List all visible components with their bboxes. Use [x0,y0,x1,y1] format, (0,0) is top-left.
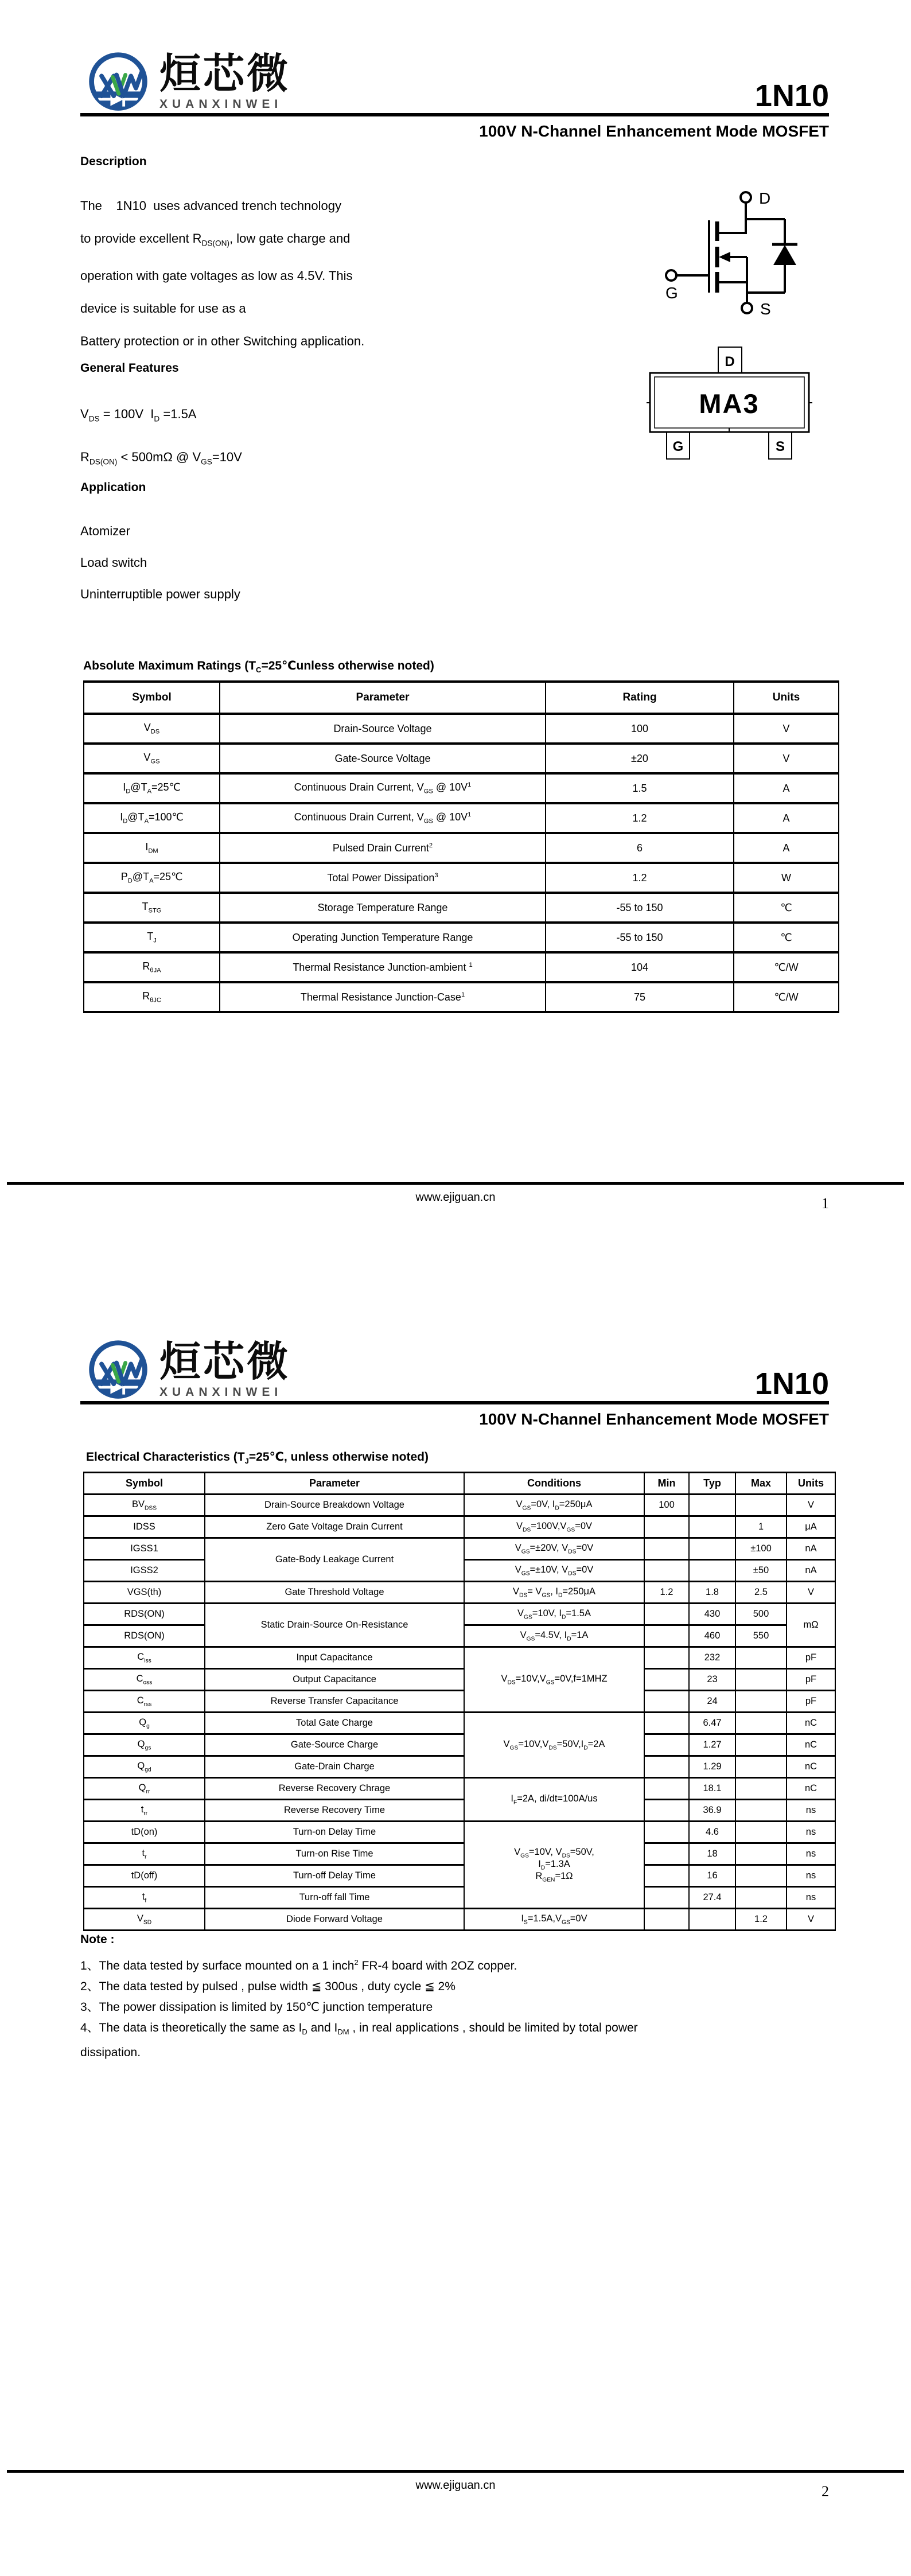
logo-icon [85,1337,151,1404]
gate-terminal-icon [666,270,676,281]
table-cell [644,1691,689,1713]
table-cell: $R_{\theta JA}$ [84,952,220,982]
table-cell: Total Power Dissipation$^3$ [220,863,546,893]
table-cell: Operating Junction Temperature Range [220,923,546,952]
table-cell: nC [787,1756,835,1778]
table-cell [644,1516,689,1538]
table-cell: Gate-Source Voltage [220,744,546,773]
source-label: S [760,300,771,318]
table-cell [644,1669,689,1691]
table-row [84,1713,835,1734]
table-cell: 6 [546,833,734,863]
table-cell: Diode Forward Voltage [205,1909,464,1931]
table-cell: ℃ [734,923,839,952]
table-cell: Turn-on Rise Time [205,1843,464,1865]
table-cell: Gate-Body Leakage Current [205,1538,464,1582]
table-cell: ±20 [546,744,734,773]
table-cell: $C_{rss}$ [84,1691,205,1713]
header-divider [80,1401,829,1404]
table-cell: VGS(th) [84,1582,205,1604]
table-cell: tD(off) [84,1865,205,1887]
table-cell: $I_D@T_A=25℃$ [84,773,220,803]
column-header: Max [735,1473,787,1495]
table-cell [735,1843,787,1865]
table-cell: $Q_{rr}$ [84,1778,205,1800]
table-cell: Continuous Drain Current, $V_{GS}$ @ $10V^1$ [220,803,546,833]
part-number-title: 1N10 [754,79,829,113]
table-cell: Gate Threshold Voltage [205,1582,464,1604]
table-cell: 18 [689,1843,735,1865]
application-item: Load switch [80,555,147,570]
table-cell: nA [787,1538,835,1560]
application-item: Uninterruptible power supply [80,587,240,601]
table-cell: 1.2 [546,863,734,893]
gate-label: G [665,284,678,302]
abs-max-ratings-title: Absolute Maximum Ratings ($T_C=25℃unless$ otherwise noted) [83,659,434,675]
column-header: Units [787,1473,835,1495]
description-line: operation with gate voltages as low as 4.5V. This [80,269,353,283]
column-header: Symbol [84,1473,205,1495]
table-row [84,1843,835,1865]
table-cell [644,1625,689,1647]
table-cell [644,1604,689,1625]
table-cell: ns [787,1843,835,1865]
table-cell: W [734,863,839,893]
table-cell: RDS(ON) [84,1604,205,1625]
note-heading: Note : [80,1933,115,1946]
table-cell: $V_{GS}=10V,V_{DS}=50V,I_D=2A$ [464,1713,644,1778]
table-cell: nC [787,1734,835,1756]
table-cell: 1.2 [735,1909,787,1931]
note-line: 1、The data tested by surface mounted on a 1 inch$^2$ FR-4 board with 2OZ copper. [80,1958,517,1972]
table-cell [689,1538,735,1560]
table-cell [735,1822,787,1843]
table-row [84,833,839,863]
table-cell: 23 [689,1669,735,1691]
column-header: Units [734,682,839,714]
table-row [84,1604,835,1625]
page-number: 2 [822,2483,829,2500]
features-list [80,395,242,481]
table-cell: 1.2 [546,803,734,833]
package-gate-pin-label: G [672,439,684,454]
table-row [84,1647,835,1669]
table-cell: V [787,1909,835,1931]
table-cell: $I_{DM}$ [84,833,220,863]
table-row [84,1756,835,1778]
table-cell: V [734,744,839,773]
logo-icon [85,49,151,116]
table-row [84,982,839,1012]
description-line: The 1N10 uses advanced trench technology [80,199,341,213]
table-cell: Turn-off Delay Time [205,1865,464,1887]
footer-website: www.ejiguan.cn [415,1191,496,1204]
table-cell: $V_{GS}=\pm 10V$, $V_{DS}=0V$ [464,1560,644,1582]
table-cell: 500 [735,1604,787,1625]
table-cell: Drain-Source Voltage [220,714,546,744]
table-cell: $V_{GS}=\pm 20V$, $V_{DS}=0V$ [464,1538,644,1560]
table-cell [644,1713,689,1734]
table-cell: nC [787,1778,835,1800]
table-cell: 460 [689,1625,735,1647]
table-cell: 6.47 [689,1713,735,1734]
table-cell: Total Gate Charge [205,1713,464,1734]
table-row [84,1778,835,1800]
table-cell: $t_r$ [84,1843,205,1865]
table-cell [689,1516,735,1538]
table-cell: $T_{STG}$ [84,893,220,923]
part-number-title: 1N10 [754,1367,829,1401]
table-cell: $V_{DS}$ [84,714,220,744]
table-row [84,923,839,952]
logo-text [159,1337,290,1399]
notes-list [80,1952,843,2063]
document-subtitle: 100V N-Channel Enhancement Mode MOSFET [479,122,829,140]
table-cell [735,1800,787,1822]
package-diagram [641,343,819,465]
table-cell: $V_{GS}=0V$, $I_D=250\mu A$ [464,1495,644,1516]
table-cell: $V_{DS}=100V,V_{GS}=0V$ [464,1516,644,1538]
table-cell: V [787,1495,835,1516]
table-cell: $T_J$ [84,923,220,952]
table-cell: Reverse Transfer Capacitance [205,1691,464,1713]
table-cell: $P_D@T_A=25℃$ [84,863,220,893]
table-cell: Input Capacitance [205,1647,464,1669]
logo-text [159,49,290,111]
mosfet-symbol-diagram [654,185,826,328]
feature-line: $V_{DS} = 100V$ $I_D =1.5A$ [80,407,197,423]
page-2 [0,1288,911,2576]
table-cell: nC [787,1713,835,1734]
application-item: Atomizer [80,524,130,538]
table-cell: 18.1 [689,1778,735,1800]
table-cell: Turn-on Delay Time [205,1822,464,1843]
package-drain-pin-label: D [725,354,735,369]
company-logo [85,1337,290,1404]
column-header: Rating [546,682,734,714]
table-cell: $t_f$ [84,1887,205,1909]
table-cell [644,1538,689,1560]
table-cell: 232 [689,1647,735,1669]
table-cell: $BV_{DSS}$ [84,1495,205,1516]
note-line: 2、The data tested by pulsed , pulse width ≦ 300us , duty cycle ≦ 2% [80,1980,456,1993]
table-cell [644,1822,689,1843]
table-cell: Reverse Recovery Time [205,1800,464,1822]
table-cell: 1.8 [689,1582,735,1604]
channel-arrow-icon [719,252,730,262]
table-cell: Output Capacitance [205,1669,464,1691]
table-cell: Continuous Drain Current, $V_{GS}$ @ $10V^1$ [220,773,546,803]
table-cell [689,1495,735,1516]
note-line: 3、The power dissipation is limited by 150℃ junction temperature [80,2001,433,2014]
column-header: Min [644,1473,689,1495]
table-cell [644,1560,689,1582]
footer-divider [7,1182,904,1185]
features-heading: General Features [80,361,179,375]
table-cell: A [734,773,839,803]
table-cell: Zero Gate Voltage Drain Current [205,1516,464,1538]
electrical-characteristics-title: Electrical Characteristics ($T_J=25℃$, unless otherwise noted) [86,1450,429,1466]
table-cell: 430 [689,1604,735,1625]
table-cell: 27.4 [689,1887,735,1909]
table-cell: Storage Temperature Range [220,893,546,923]
table-cell: 75 [546,982,734,1012]
table-cell: Pulsed Drain Current$^2$ [220,833,546,863]
table-cell: 104 [546,952,734,982]
table-row [84,1734,835,1756]
abs-max-ratings-table [83,680,839,1013]
description-line: Battery protection or in other Switching application. [80,334,365,349]
table-row [84,1909,835,1931]
table-cell [644,1909,689,1931]
table-cell: A [734,833,839,863]
table-cell: IGSS1 [84,1538,205,1560]
table-cell [644,1756,689,1778]
table-cell: IDSS [84,1516,205,1538]
table-cell: $R_{\theta JC}$ [84,982,220,1012]
application-list [80,515,240,610]
table-cell [735,1495,787,1516]
table-cell [735,1778,787,1800]
table-cell: 1.29 [689,1756,735,1778]
application-heading: Application [80,481,146,494]
table-cell: $I_D@T_A=100℃$ [84,803,220,833]
source-terminal-icon [742,303,752,313]
company-name-chinese: 烜芯微 [159,49,291,98]
table-cell: Reverse Recovery Chrage [205,1778,464,1800]
table-cell: ns [787,1800,835,1822]
company-logo [85,49,290,116]
table-cell: Thermal Resistance Junction-ambient $^1$ [220,952,546,982]
header-divider [80,113,829,116]
column-header: Parameter [220,682,546,714]
table-cell: 36.9 [689,1800,735,1822]
table-cell: 100 [644,1495,689,1516]
table-cell: 1.2 [644,1582,689,1604]
table-cell: ℃/W [734,982,839,1012]
table-cell: RDS(ON) [84,1625,205,1647]
table-cell: ℃/W [734,952,839,982]
table-cell [689,1560,735,1582]
table-row [84,1516,835,1538]
table-cell: Turn-off fall Time [205,1887,464,1909]
feature-line: $R_{DS(ON)} < 500m\Omega$ @ $V_{GS}=10V$ [80,450,242,466]
table-row [84,1495,835,1516]
table-cell: tD(on) [84,1822,205,1843]
table-row [84,1538,835,1560]
table-cell: $Q_{gs}$ [84,1734,205,1756]
table-cell: Thermal Resistance Junction-Case$^1$ [220,982,546,1012]
table-cell: -55 to 150 [546,923,734,952]
column-header: Typ [689,1473,735,1495]
table-cell: 24 [689,1691,735,1713]
electrical-characteristics-table [83,1472,836,1931]
table-cell: IGSS2 [84,1560,205,1582]
table-header-row [84,682,839,714]
table-cell [735,1691,787,1713]
table-cell: $V_{DS}=10V,V_{GS}=0V,f=1MHZ$ [464,1647,644,1713]
drain-label: D [759,189,771,207]
table-cell: ℃ [734,893,839,923]
table-cell: $I_F=2A$, di/dt=100A/us [464,1778,644,1822]
footer-divider [7,2470,904,2473]
table-cell: Drain-Source Breakdown Voltage [205,1495,464,1516]
table-cell: $V_{GS}$ [84,744,220,773]
column-header: Symbol [84,682,220,714]
table-cell: $V_{DS}= V_{GS}$, $I_D=250\mu A$ [464,1582,644,1604]
drain-terminal-icon [741,192,751,203]
table-row [84,952,839,982]
description-line: device is suitable for use as a [80,301,246,316]
table-cell [644,1734,689,1756]
table-cell: $t_{rr}$ [84,1800,205,1822]
table-cell: pF [787,1647,835,1669]
company-name-english: XUANXINWEI [159,1386,283,1399]
table-row [84,714,839,744]
table-cell [735,1647,787,1669]
table-row [84,1865,835,1887]
table-row [84,1582,835,1604]
table-cell: nA [787,1560,835,1582]
table-cell: ns [787,1887,835,1909]
table-cell: 1.5 [546,773,734,803]
table-cell: ±100 [735,1538,787,1560]
column-header: Conditions [464,1473,644,1495]
table-cell: $V_{GS}=10V$, $I_D=1.5A$ [464,1604,644,1625]
table-cell: $V_{GS}=4.5V$, $I_D=1A$ [464,1625,644,1647]
note-line: 4、The data is theoretically the same as $I_D$ and $I_{DM}$ , in real applications , should be limited by total power dissipation. [80,2021,638,2060]
table-cell: $Q_g$ [84,1713,205,1734]
table-cell: V [787,1582,835,1604]
package-source-pin-label: S [775,439,785,454]
table-cell: -55 to 150 [546,893,734,923]
table-cell [735,1756,787,1778]
table-cell: A [734,803,839,833]
table-row [84,863,839,893]
table-cell [735,1865,787,1887]
table-row [84,744,839,773]
table-cell [644,1800,689,1822]
table-cell: 550 [735,1625,787,1647]
table-cell: 100 [546,714,734,744]
description-line: to provide excellent $R_{DS(ON)}$, low gate charge and [80,231,351,248]
table-row [84,1887,835,1909]
table-cell: $C_{oss}$ [84,1669,205,1691]
table-cell: mΩ [787,1604,835,1647]
table-cell: $V_{GS}=10V$, $V_{DS}=50V$, $I_D=1.3A$ $R_{GEN}=1\Omega$ [464,1822,644,1909]
table-cell [735,1713,787,1734]
table-cell [644,1865,689,1887]
table-cell [644,1887,689,1909]
table-row [84,803,839,833]
table-cell [735,1887,787,1909]
table-cell: Static Drain-Source On-Resistance [205,1604,464,1647]
package-name-label: MA3 [699,388,760,419]
table-cell [644,1843,689,1865]
table-cell: 4.6 [689,1822,735,1843]
table-cell: $V_{SD}$ [84,1909,205,1931]
table-cell: Gate-Source Charge [205,1734,464,1756]
table-row [84,893,839,923]
page-number: 1 [822,1195,829,1212]
table-row [84,1669,835,1691]
table-cell: μA [787,1516,835,1538]
column-header: Parameter [205,1473,464,1495]
table-row [84,773,839,803]
table-cell: V [734,714,839,744]
table-cell [735,1734,787,1756]
table-cell: ns [787,1822,835,1843]
company-name-english: XUANXINWEI [159,98,283,111]
table-cell: $C_{iss}$ [84,1647,205,1669]
document-subtitle: 100V N-Channel Enhancement Mode MOSFET [479,1410,829,1428]
table-cell [644,1647,689,1669]
table-cell: 16 [689,1865,735,1887]
table-row [84,1822,835,1843]
table-cell: $Q_{gd}$ [84,1756,205,1778]
table-cell: Gate-Drain Charge [205,1756,464,1778]
description-paragraph [80,189,364,357]
table-row [84,1691,835,1713]
description-heading: Description [80,155,147,168]
body-diode-icon [773,245,796,265]
footer-website: www.ejiguan.cn [415,2479,496,2492]
table-row [84,1800,835,1822]
table-header-row [84,1473,835,1495]
table-cell: 1.27 [689,1734,735,1756]
table-cell: ±50 [735,1560,787,1582]
table-cell: pF [787,1691,835,1713]
company-name-chinese: 烜芯微 [159,1337,291,1386]
table-cell: ns [787,1865,835,1887]
table-cell: 2.5 [735,1582,787,1604]
table-cell [735,1669,787,1691]
table-cell [689,1909,735,1931]
table-cell: $I_S=1.5A,V_{GS}=0V$ [464,1909,644,1931]
table-cell: 1 [735,1516,787,1538]
table-cell [644,1778,689,1800]
table-cell: pF [787,1669,835,1691]
